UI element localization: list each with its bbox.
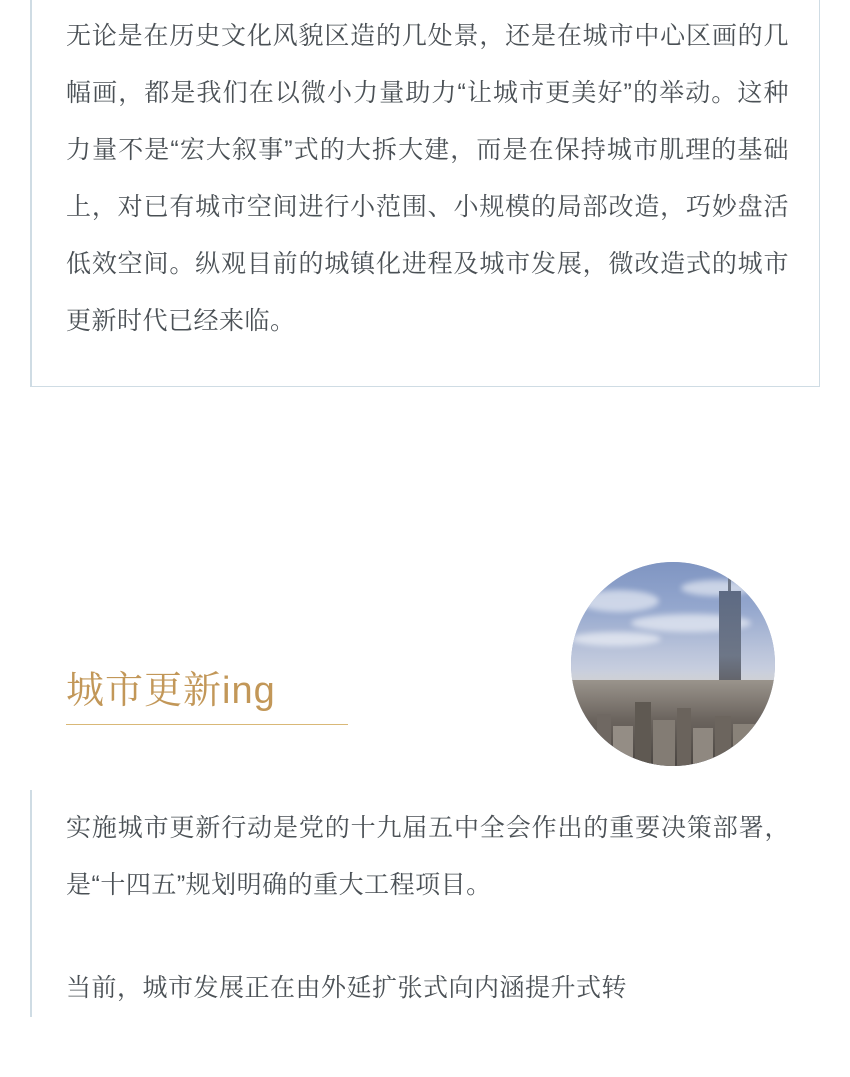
title-underline xyxy=(66,724,348,725)
cloud-icon xyxy=(571,632,661,646)
body-block xyxy=(30,790,820,1017)
building-shape xyxy=(677,708,691,766)
quote-block xyxy=(30,0,820,387)
building-shape xyxy=(577,732,595,766)
photo-cityscape xyxy=(571,680,775,766)
building-shape xyxy=(635,702,651,766)
building-shape xyxy=(613,726,633,766)
body-paragraph: 实施城市更新行动是党的十九届五中全会作出的重要决策部署，是“十四五”规划明确的重大工程项目。 xyxy=(66,814,790,899)
building-shape xyxy=(693,728,713,766)
building-shape xyxy=(733,724,757,766)
building-shape xyxy=(653,720,675,766)
building-shape xyxy=(597,714,611,766)
section-header xyxy=(0,540,850,790)
section-title: 城市更新ing xyxy=(66,670,276,712)
city-skyline-photo xyxy=(571,562,775,766)
cloud-icon xyxy=(579,590,659,612)
quote-paragraph: 无论是在历史文化风貌区造的几处景，还是在城市中心区画的几幅画，都是我们在以微小力量助力“让城市更美好”的举动。这种力量不是“宏大叙事”式的大拆大建，而是在保持城市肌理的基础上，对已有城市空间进行小范围、小规模的局部改造，巧妙盘活低效空间。纵观目前的城镇化进程及城市发展，微改造式的城市更新时代已经来临。 xyxy=(66,22,789,335)
section-title-group xyxy=(66,668,356,725)
building-shape xyxy=(715,716,731,766)
body-paragraph: 当前，城市发展正在由外延扩张式向内涵提升式转 xyxy=(66,974,628,1002)
